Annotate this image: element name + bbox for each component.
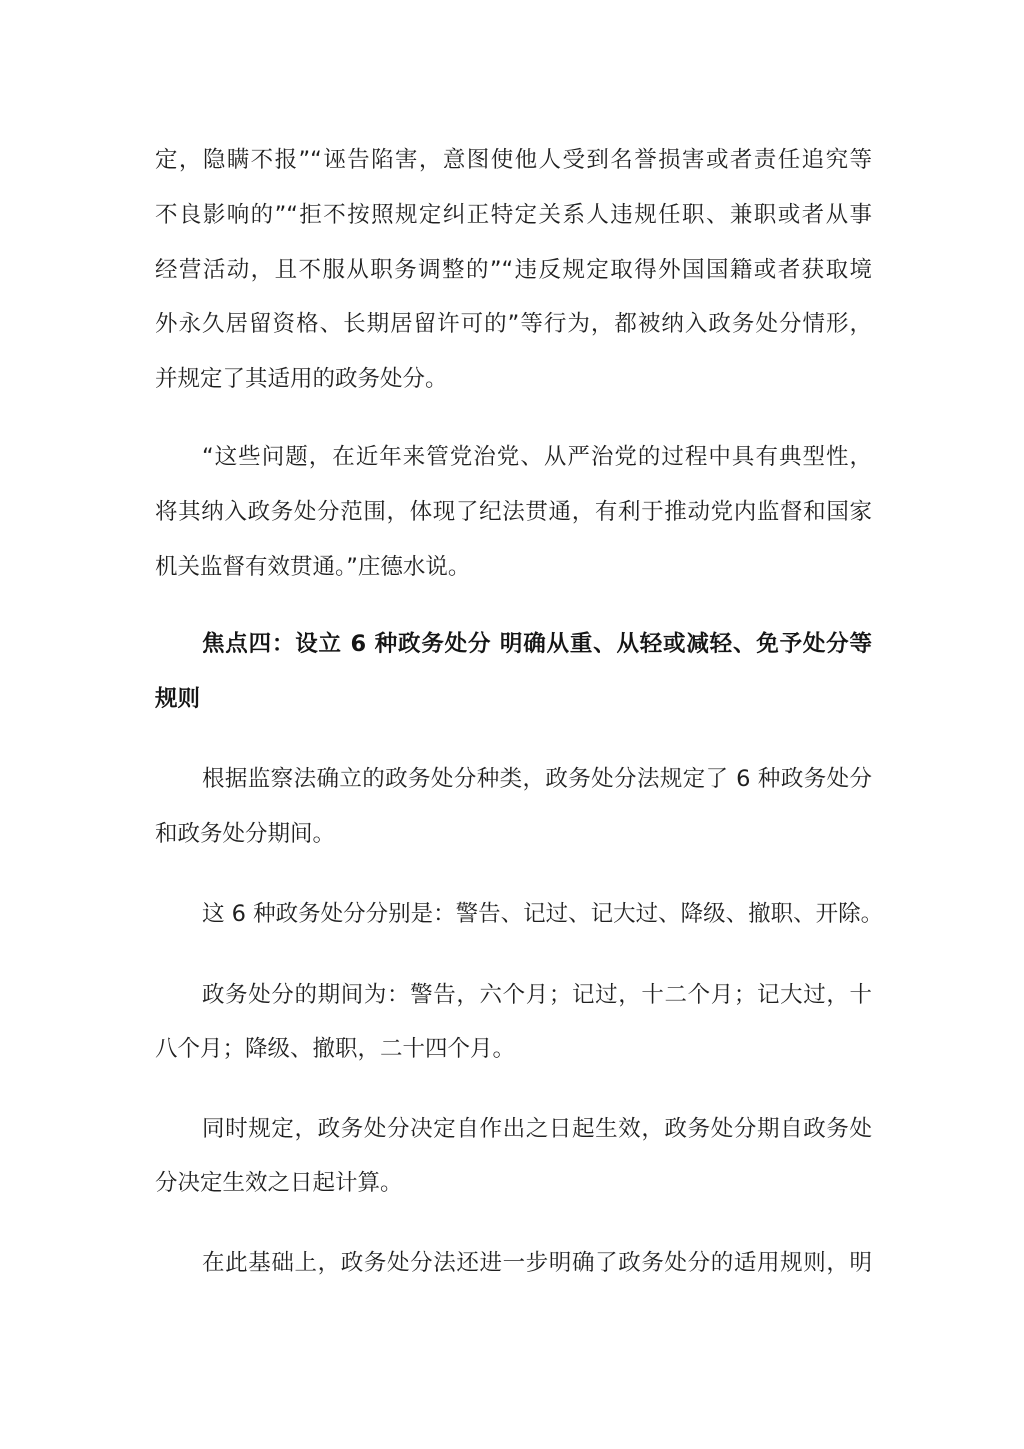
section-heading: 规则 — [155, 686, 201, 712]
paragraph-line: “这些问题，在近年来管党治党、从严治党的过程中具有典型性， — [202, 444, 872, 470]
paragraph-line: 在此基础上，政务处分法还进一步明确了政务处分的适用规则，明 — [202, 1250, 872, 1276]
paragraph-line: 八个月；降级、撤职，二十四个月。 — [155, 1036, 516, 1062]
paragraph-line: 将其纳入政务处分范围，体现了纪法贯通，有利于推动党内监督和国家 — [155, 499, 872, 525]
paragraph-line: 定，隐瞒不报”“诬告陷害，意图使他人受到名誉损害或者责任追究等 — [155, 147, 872, 173]
section-heading: 焦点四：设立 6 种政务处分 明确从重、从轻或减轻、免予处分等 — [202, 631, 872, 657]
paragraph-line: 经营活动，且不服从职务调整的”“违反规定取得外国国籍或者获取境 — [155, 257, 872, 283]
paragraph-line: 机关监督有效贯通。”庄德水说。 — [155, 554, 471, 580]
paragraph-line: 外永久居留资格、长期居留许可的”等行为，都被纳入政务处分情形， — [155, 311, 872, 337]
paragraph-line: 和政务处分期间。 — [155, 821, 336, 847]
paragraph-line: 不良影响的”“拒不按照规定纠正特定关系人违规任职、兼职或者从事 — [155, 202, 872, 228]
paragraph-line: 根据监察法确立的政务处分种类，政务处分法规定了 6 种政务处分 — [202, 766, 872, 792]
paragraph-line: 同时规定，政务处分决定自作出之日起生效，政务处分期自政务处 — [202, 1116, 872, 1142]
paragraph-line: 并规定了其适用的政务处分。 — [155, 366, 448, 392]
paragraph-line: 这 6 种政务处分分别是：警告、记过、记大过、降级、撤职、开除。 — [202, 901, 884, 927]
paragraph-line: 政务处分的期间为：警告，六个月；记过，十二个月；记大过，十 — [202, 982, 872, 1008]
paragraph-line: 分决定生效之日起计算。 — [155, 1170, 403, 1196]
